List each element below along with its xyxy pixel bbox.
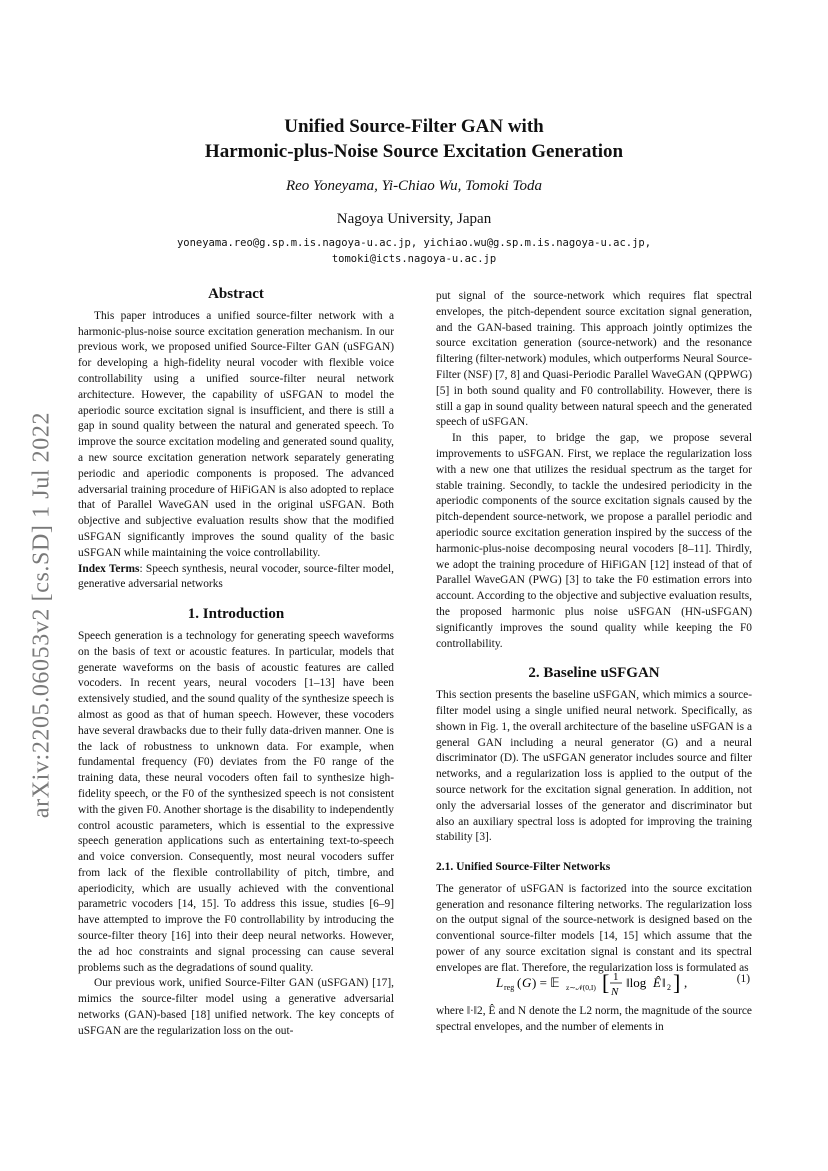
- svg-text:‖log: ‖log: [626, 975, 647, 990]
- svg-text:Ê: Ê: [653, 975, 661, 990]
- index-terms: [78, 562, 394, 594]
- after-equation-paragraph: where ‖·‖2, Ê and N denote the L2 norm, the magnitude of the source spectral envelopes, and the number of elements in: [436, 1005, 752, 1033]
- intro-paragraph-1: Speech generation is a technology for generating speech waveforms on the basis of text or acoustic features. In particular, models that generate waveforms on the basis of acoustic features are called vocoders. In recent years, neural vocoders [1–13] have been extensively studied, and the sound quality of the synthesize speech is almost as good as that of human speech. However, these vocoders have several drawbacks due to their fully data-driven manner. One is the lack of robustness to unknown data. For example, when fundamental frequency (F0) deviates from the F0 range of the training data, these neural vocoders often fail to synthesize high-fidelity speech, or the F0 of the synthesized speech is not consistent with the given F0. Another shortage is the disability to independently control acoustic parameters, which is essential to the expressive speech generation applications such as entertaining text-to-speech and voice conversion. Consequently, most neural vocoders suffer from lack of the flexible controllability of pitch, timbre, and aperiodicity, which are usually achieved with the conventional parametric vocoders [14, 15]. To address this issue, studies [6–9] have attempted to improve the F0 controllability by introducing the source-filter theory [16] into their deep neural networks. However, the ad hoc constraints and signal processing can cause several problems such as the degradations of sound quality.: [78, 629, 394, 974]
- left-column: [78, 287, 394, 1040]
- equation-number: (1): [736, 973, 750, 985]
- right-column: [436, 289, 752, 977]
- affiliation: Nagoya University, Japan: [336, 211, 492, 227]
- svg-text:N: N: [611, 986, 619, 998]
- subsection-heading: 2.1. Unified Source-Filter Networks: [436, 861, 611, 874]
- intro-paragraph-2: Our previous work, unified Source-Filter GAN (uSFGAN) [17], mimics the source-filter model using a generative adversarial networks (GAN)-based [18] unified network. The key concepts of uSFGAN are the regularization loss on the out-: [78, 977, 394, 1037]
- emails-line-1: yoneyama.reo@g.sp.m.is.nagoya-u.ac.jp, yichiao.wu@g.sp.m.is.nagoya-u.ac.jp,: [176, 237, 652, 249]
- abstract-body: This paper introduces a unified source-filter network with a harmonic-plus-noise source excitation generation mechanism. In our previous work, we proposed unified Source-Filter GAN (uSFGAN) for developing a high-fidelity neural vocoder with flexible voice controllability using a unified source-filter neural network architecture. However, the capability of uSFGAN to model the aperiodic source excitation signal is insufficient, and there is still a gap in sound quality between the natural and generated speech. To improve the source excitation modeling and generated sound quality, a new source excitation generation network separately generating periodic and aperiodic components is proposed. The advanced adversarial training procedure of HiFiGAN is also adopted to replace that of Parallel WaveGAN used in the original uSFGAN. Both objective and subjective evaluation results show that the modified uSFGAN significantly improves the sound quality of the basic uSFGAN while maintaining the voice controllability.: [78, 309, 394, 559]
- svg-text:z∼𝒩(0,I): z∼𝒩(0,I): [566, 983, 596, 992]
- baseline-heading: 2. Baseline uSFGAN: [528, 665, 660, 682]
- svg-text:,: ,: [684, 975, 688, 990]
- svg-text:G: G: [522, 975, 532, 990]
- svg-text:1: 1: [613, 971, 619, 983]
- svg-text:[: [: [602, 970, 610, 995]
- regularization-loss-formula: [496, 969, 726, 999]
- abstract-heading: Abstract: [208, 286, 264, 302]
- svg-text:) = 𝔼: ) = 𝔼: [532, 975, 560, 990]
- svg-text:(: (: [517, 975, 522, 990]
- intro-heading: 1. Introduction: [187, 606, 285, 623]
- right-paragraph-1: put signal of the source-network which requires flat spectral envelopes, the pitch-dependent source excitation signal generation, and the GAN-based training. This approach jointly optimizes the source excitation generation (source-network) and the resonance filtering (filter-network) modules, which outperforms Neural Source-Filter (NSF) [7, 8] and Quasi-Periodic Parallel WaveGAN (QPPWG) [5] in both sound quality and F0 controllability. However, there is still a gap in sound quality between natural speech and the generated speech of uSFGAN.: [436, 290, 752, 429]
- emails: [0, 235, 828, 267]
- equation-1: [436, 965, 752, 999]
- arxiv-id-text: arXiv:2205.06053v2 [cs.SD] 1 Jul 2022: [28, 411, 55, 819]
- svg-text:‖: ‖: [662, 975, 666, 990]
- index-terms-text: : Speech synthesis, neural vocoder, source-filter model, generative adversarial networks: [78, 562, 394, 591]
- paper-title: [0, 114, 828, 164]
- title-line-2: Harmonic-plus-Noise Source Excitation Generation: [204, 141, 624, 162]
- baseline-paragraph: This section presents the baseline uSFGAN, which mimics a source-filter model using a single unified neural network. Specifically, as shown in Fig. 1, the overall architecture of the baseline uSFGAN is a general GAN including a neural generator (G) and a neural discriminator (D). The uSFGAN generator includes source and filter networks, and a regularization loss is applied to the output of the source network for the excitation signal generation. In addition, not only the adversarial losses of the generator and discriminator but also an auxiliary spectral loss is adopted for improving the training stability [3].: [436, 689, 752, 844]
- svg-text:L: L: [496, 975, 504, 990]
- svg-text:]: ]: [673, 970, 681, 995]
- authors: Reo Yoneyama, Yi-Chiao Wu, Tomoki Toda: [285, 178, 542, 194]
- index-terms-label: Index Terms: [78, 562, 140, 575]
- emails-line-2: tomoki@icts.nagoya-u.ac.jp: [331, 253, 497, 265]
- svg-text:2: 2: [667, 983, 671, 992]
- title-line-1: Unified Source-Filter GAN with: [284, 116, 544, 137]
- usf-paragraph: The generator of uSFGAN is factorized into the source excitation generation and resonance filtering networks. The regularization loss on the output signal of the source-network is designed based on the conventional source-filter models [14, 15] which assume that the power of any source excitation signal is constant and its spectral envelopes are flat. Therefore, the regularization loss is formulated as: [436, 882, 752, 974]
- right-paragraph-2: In this paper, to bridge the gap, we propose several improvements to uSFGAN. First, we replace the regularization loss with a new one that utilizes the residual spectrum as the target for stable training. Secondly, to tackle the undesired periodicity in the aperiodic components of the source excitation signals caused by the pitch-dependent source-network, we propose a parallel periodic and aperiodic source excitation generation inspired by the success of the harmonic-plus-noise decomposing neural vocoders [8–11]. Thirdly, we adopt the training procedure of HiFiGAN [12] instead of that of Parallel WaveGAN (PWG) [3] to take the F0 estimation errors into account. According to the objective and subjective evaluation results, the proposed harmonic plus noise uSFGAN (HN-uSFGAN) significantly improves the sound quality while keeping the F0 controllability.: [436, 432, 752, 650]
- arxiv-identifier: [12, 380, 72, 850]
- right-column-tail: [436, 1004, 752, 1036]
- svg-text:reg: reg: [504, 983, 515, 992]
